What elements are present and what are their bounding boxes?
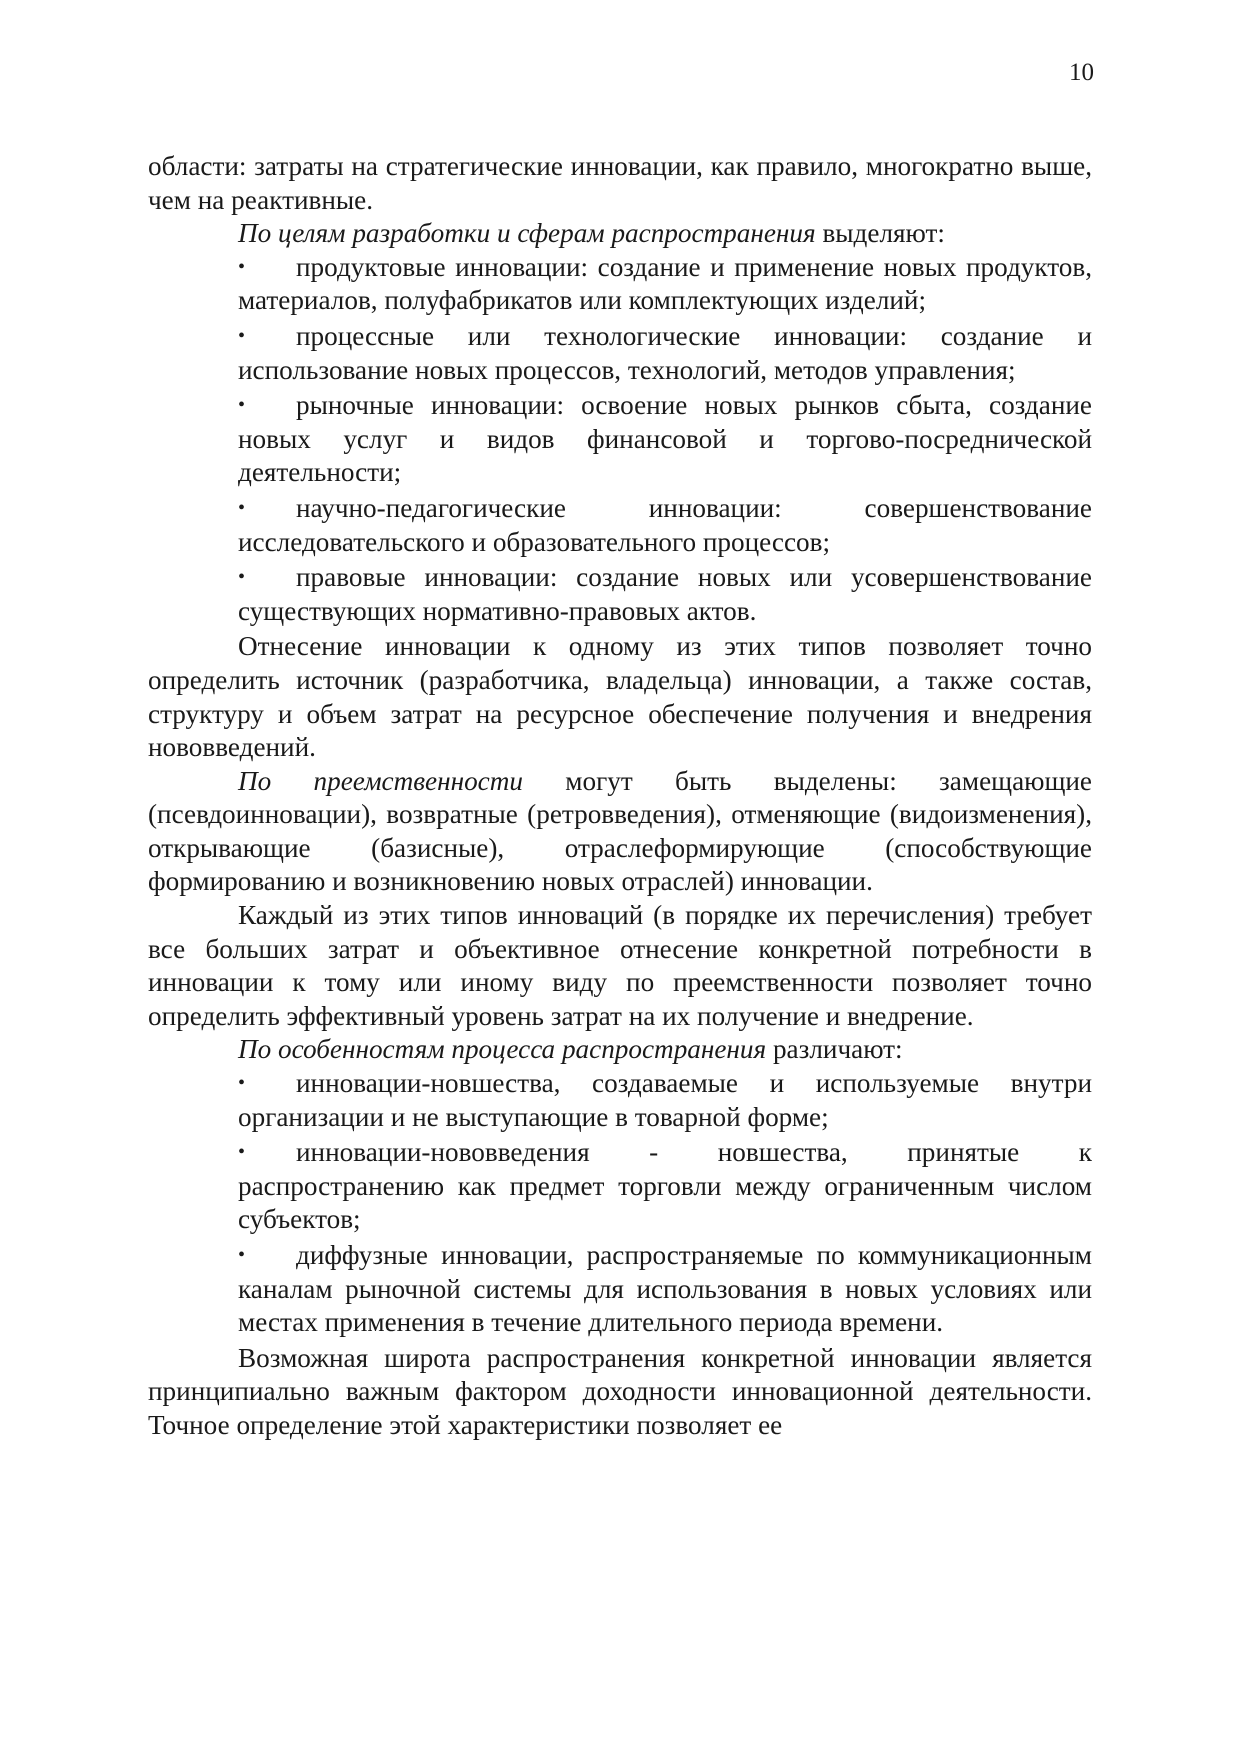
list-item bbox=[238, 1067, 1092, 1134]
list-item-text: правовые инновации: создание новых или усовершенствование существующих нормативно-правовых актов. bbox=[238, 562, 1092, 626]
list-item bbox=[238, 1136, 1092, 1237]
bullet-list-goals bbox=[148, 251, 1092, 629]
bullet-list-distribution bbox=[148, 1067, 1092, 1340]
list-item bbox=[238, 1239, 1092, 1340]
list-item-text: продуктовые инновации: создание и применение новых продуктов, материалов, полуфабрикатов или комплектующих изделий; bbox=[238, 251, 1092, 316]
list-item bbox=[238, 492, 1092, 559]
document-body bbox=[148, 150, 1092, 1443]
paragraph-text: различают: bbox=[766, 1034, 903, 1065]
italic-term: По особенностям процесса распространения bbox=[238, 1034, 767, 1065]
paragraph-goals-heading bbox=[148, 217, 1092, 251]
paragraph-continuation: области: затраты на стратегические инновации, как правило, многократно выше, чем на реактивные. bbox=[148, 151, 1092, 215]
bullet-icon: • bbox=[238, 496, 246, 519]
bullet-icon: • bbox=[238, 324, 246, 347]
bullet-icon: • bbox=[238, 255, 246, 278]
italic-term: По целям разработки и сферам распространения bbox=[238, 218, 816, 249]
paragraph-text: выделяют: bbox=[815, 218, 945, 249]
bullet-icon: • bbox=[238, 394, 246, 417]
list-item bbox=[238, 389, 1092, 490]
bullet-icon: • bbox=[238, 1072, 246, 1095]
list-item bbox=[238, 320, 1092, 387]
paragraph-text: могут быть выделены: замещающие (псевдоинновации), возвратные (ретровведения), отменяющие (видоизменения), открывающие (базисные), отраслеформирующие (способствующие формированию и возникновению новых отраслей) инновации. bbox=[148, 765, 1093, 897]
list-item-text: инновации-нововведения - новшества, принятые к распространению как предмет торговли между ограниченным числом субъектов; bbox=[238, 1137, 1092, 1235]
list-item-text: процессные или технологические инновации: создание и использование новых процессов, технологий, методов управления; bbox=[238, 320, 1092, 385]
bullet-icon: • bbox=[238, 566, 246, 589]
list-item-text: диффузные инновации, распространяемые по коммуникационным каналам рыночной системы для использования в новых условиях или местах применения в течение длительного периода времени. bbox=[238, 1240, 1092, 1338]
page-number: 10 bbox=[1069, 59, 1094, 86]
list-item-text: научно-педагогические инновации: совершенствование исследовательского и образовательного процессов; bbox=[238, 492, 1092, 557]
paragraph-breadth: Возможная широта распространения конкретной инновации является принципиально важным фактором доходности инновационной деятельности. Точное определение этой характеристики позволяет ее bbox=[148, 1342, 1092, 1440]
paragraph-distribution-heading bbox=[148, 1033, 1092, 1067]
list-item bbox=[238, 561, 1092, 628]
paragraph-costs: Каждый из этих типов инноваций (в порядке их перечисления) требует все больших затрат и объективное отнесение конкретной потребности в инновации к тому или иному виду по преемственности позволяет точно определить эффективный уровень затрат на их получение и внедрение. bbox=[148, 900, 1092, 1031]
paragraph-continuity bbox=[148, 765, 1092, 899]
paragraph-classification: Отнесение инновации к одному из этих типов позволяет точно определить источник (разработчика, владельца) инновации, а также состав, структуру и объем затрат на ресурсное обеспечение получения и внедрения нововведений. bbox=[148, 631, 1092, 763]
bullet-icon: • bbox=[238, 1141, 246, 1164]
italic-term: По преемственности bbox=[238, 765, 523, 796]
list-item-text: инновации-новшества, создаваемые и используемые внутри организации и не выступающие в товарной форме; bbox=[238, 1068, 1092, 1132]
list-item-text: рыночные инновации: освоение новых рынков сбыта, создание новых услуг и видов финансовой и торгово-посреднической деятельности; bbox=[238, 390, 1092, 488]
bullet-icon: • bbox=[238, 1244, 246, 1266]
list-item bbox=[238, 251, 1092, 318]
